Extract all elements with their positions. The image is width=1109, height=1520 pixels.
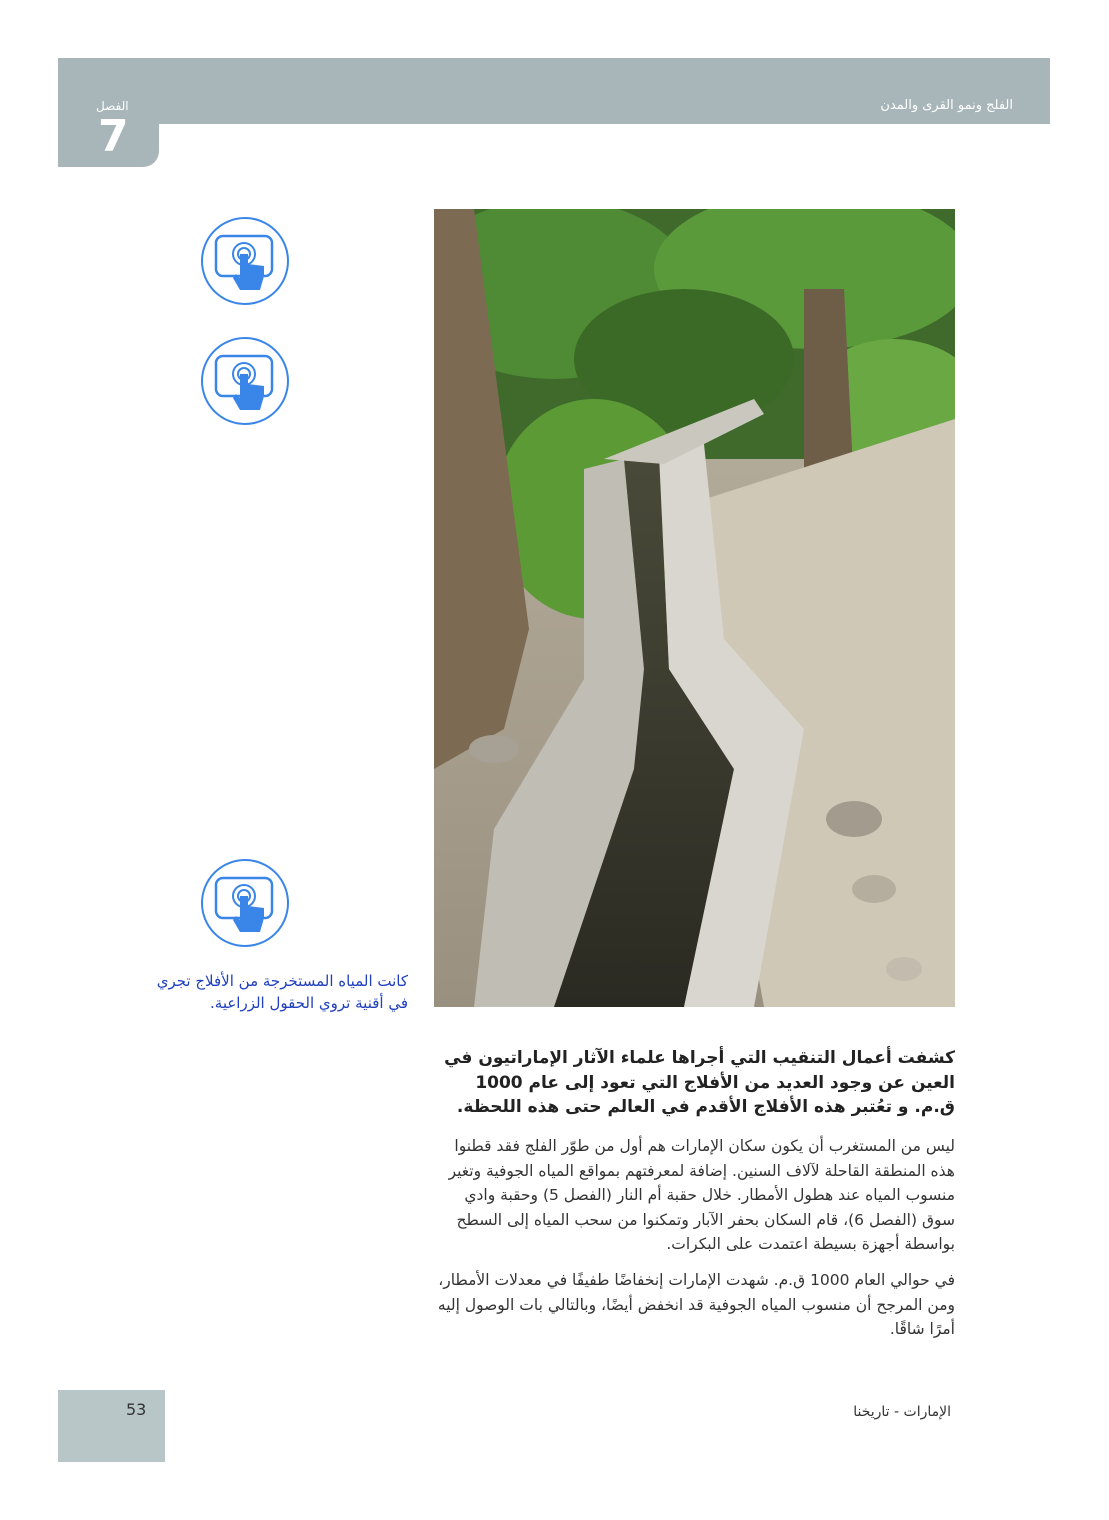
body-paragraph-2: في حوالي العام 1000 ق.م. شهدت الإمارات إنخفاضًا طفيفًا في معدلات الأمطار، ومن المرجح أن منسوب المياه الجوفية قد انخفض أيضًا، وبالتالي بات الوصول إليه أمرًا شاقًا. bbox=[437, 1271, 955, 1338]
book-title: الإمارات - تاريخنا bbox=[853, 1404, 951, 1420]
chapter-label: الفصل bbox=[96, 99, 129, 113]
lead-paragraph: كشفت أعمال التنقيب التي أجراها علماء الآثار الإماراتيون في العين عن وجود العديد من الأفلاج التي تعود إلى عام 1000 ق.م. و تعُتبر هذه الأفلاج الأقدم في العالم حتى هذه اللحظة. bbox=[444, 1048, 955, 1117]
chapter-title: الفلج ونمو القرى والمدن bbox=[880, 98, 1013, 113]
falaj-photo bbox=[434, 209, 955, 1007]
chapter-number: 7 bbox=[98, 111, 129, 162]
page-number: 53 bbox=[126, 1400, 147, 1419]
touch-screen-tap-icon[interactable] bbox=[200, 216, 290, 306]
body-paragraph-1: ليس من المستغرب أن يكون سكان الإمارات هم أول من طوّر الفلج فقد قطنوا هذه المنطقة القاحلة لآلاف السنين. إضافة لمعرفتهم بمواقع المياه الجوفية وتغير منسوب المياه عند هطول الأمطار. خلال حقبة أم النار (الفصل 5) وحقبة وادي سوق (الفصل 6)، قام السكان بحفر الآبار وتمكنوا من سحب المياه إلى السطح بواسطة أجهزة بسيطة اعتمدت على البكرات. bbox=[448, 1137, 955, 1253]
touch-screen-tap-icon[interactable] bbox=[200, 858, 290, 948]
header-bar bbox=[58, 58, 1050, 124]
footer-box bbox=[58, 1390, 165, 1462]
touch-screen-tap-icon[interactable] bbox=[200, 336, 290, 426]
photo-caption: كانت المياه المستخرجة من الأفلاج تجري في أقنية تروي الحقول الزراعية. bbox=[156, 972, 408, 1012]
